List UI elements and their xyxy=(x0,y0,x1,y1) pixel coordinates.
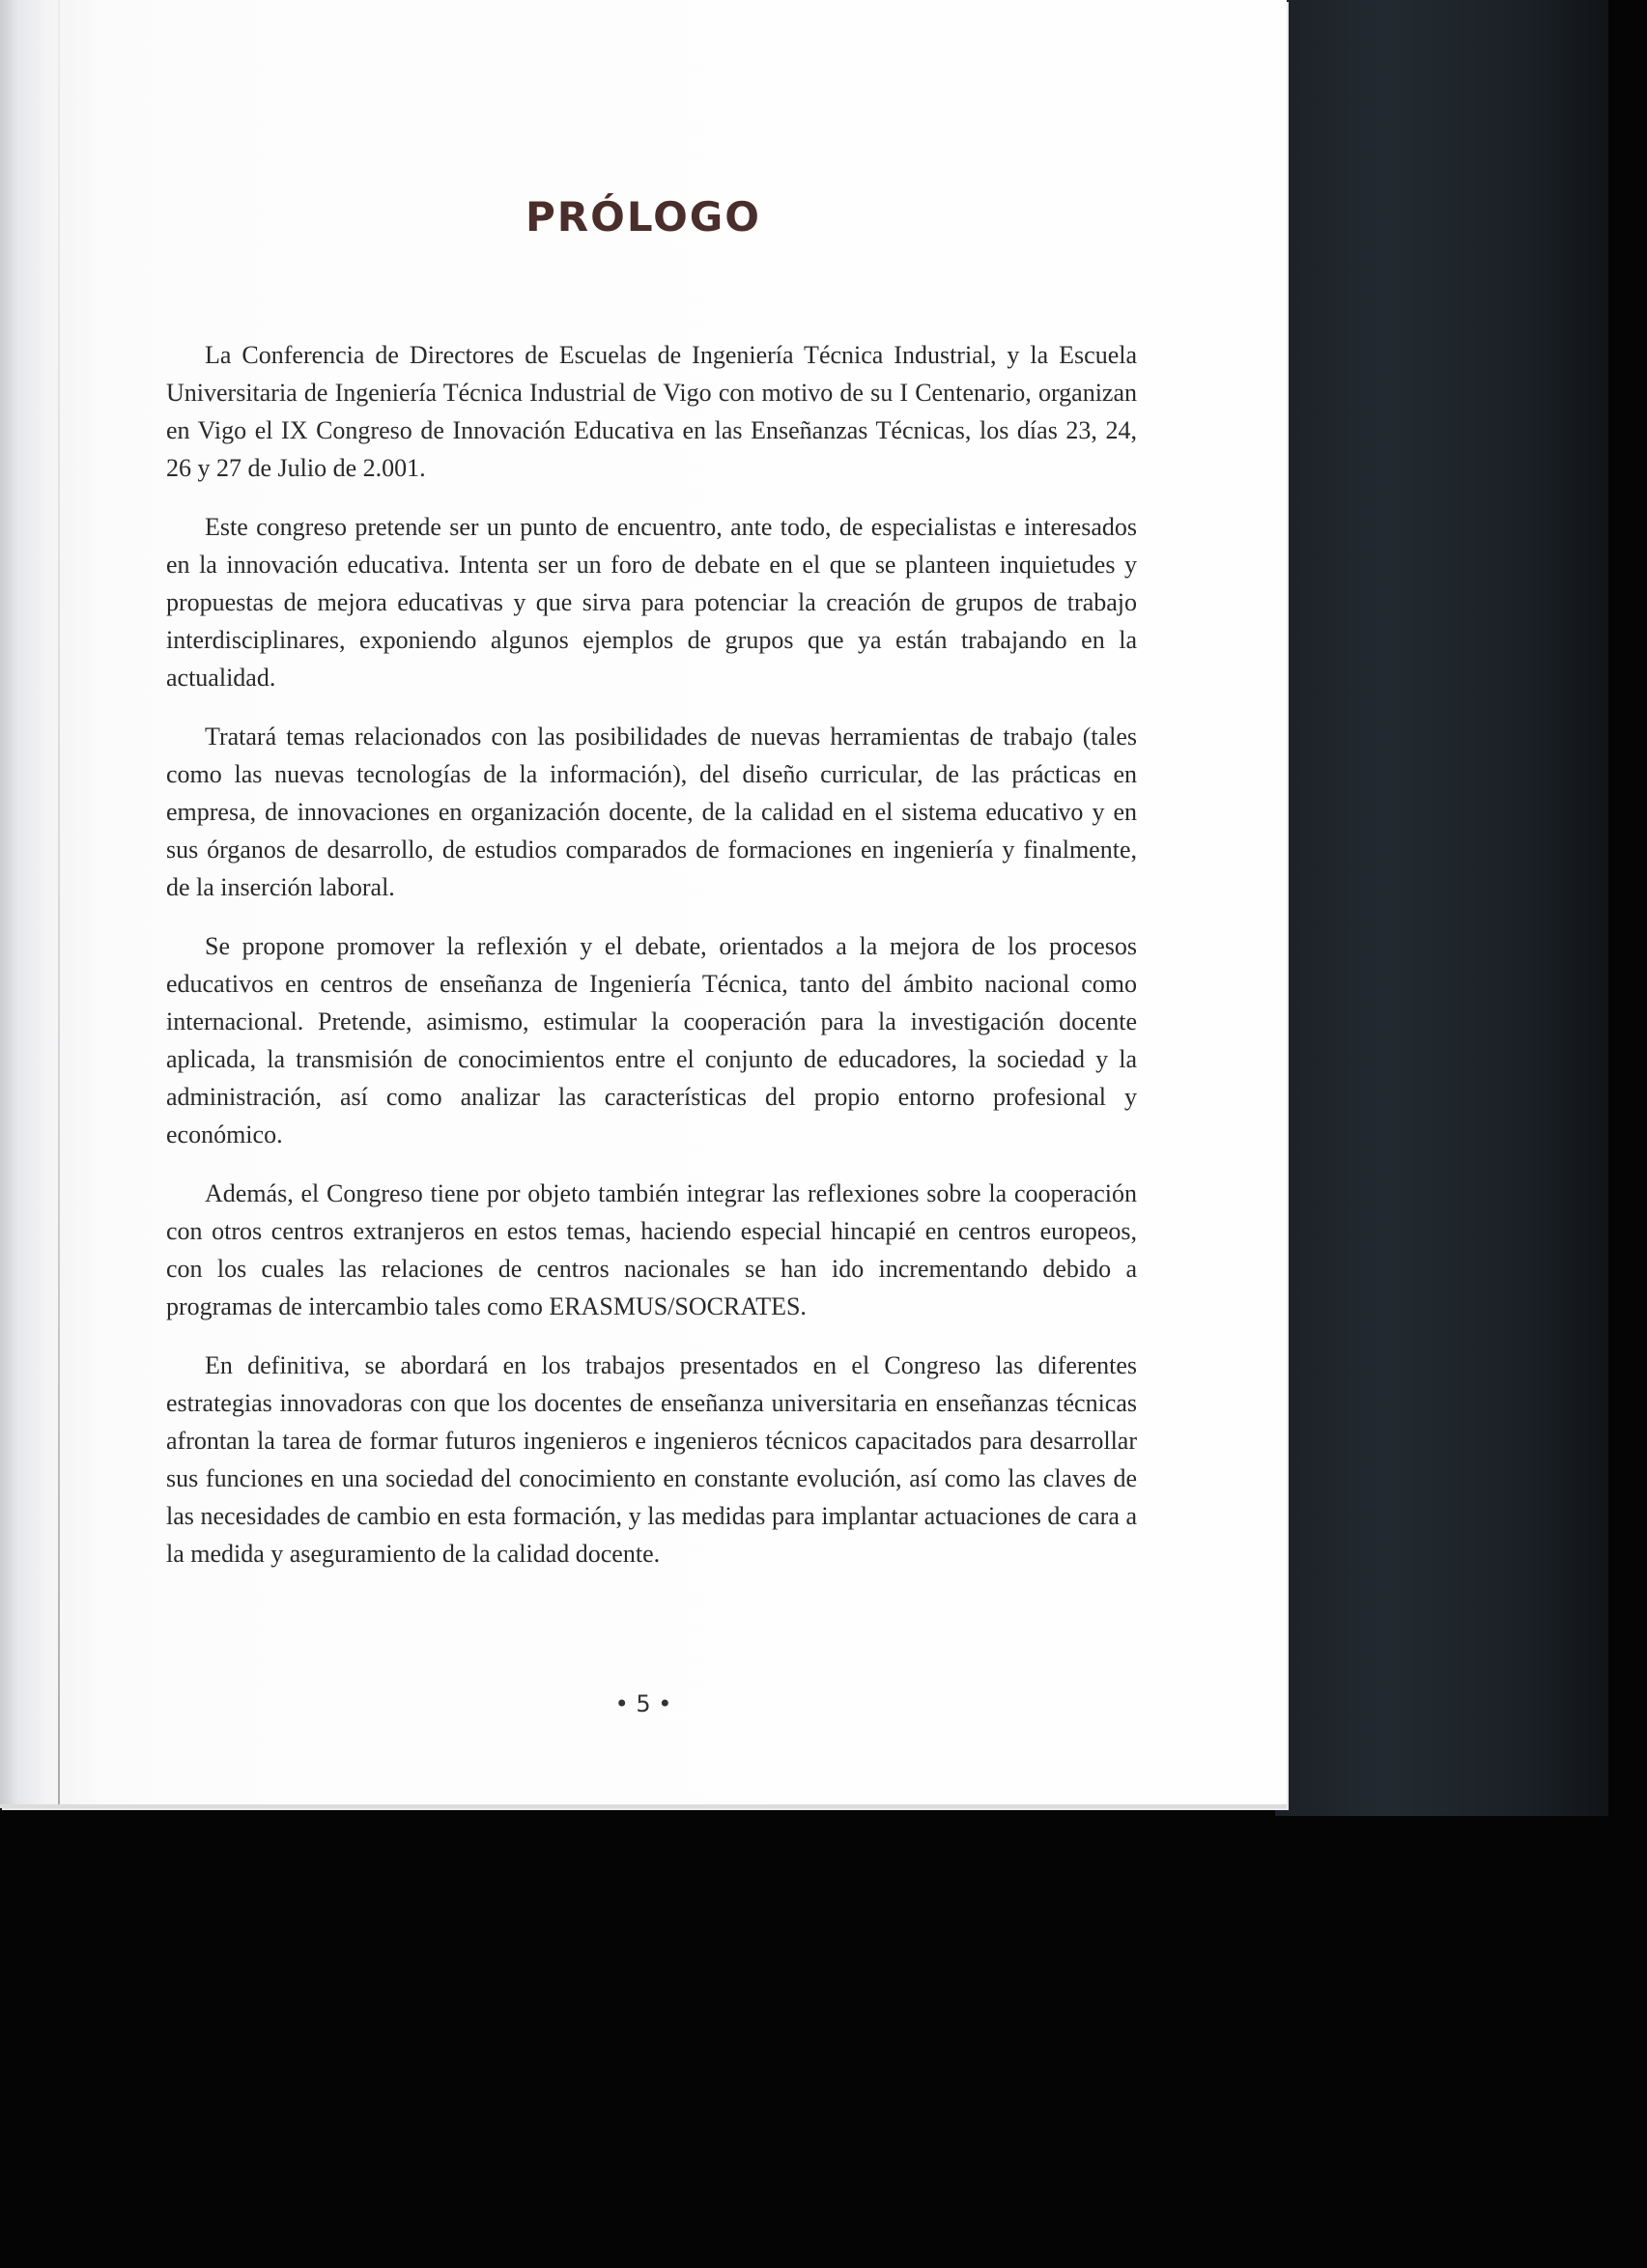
paragraph: Además, el Congreso tiene por objeto también integrar las reflexiones sobre la cooperación con otros centros extranjeros en estos temas, haciendo especial hincapié en centros europeos, con los cuales las relaciones de centros nacionales se han ido incrementando debido a programas de intercambio tales como ERASMUS/SOCRATES. xyxy=(166,1179,1137,1320)
scanner-background xyxy=(1275,0,1647,1816)
page-title: PRÓLOGO xyxy=(525,193,761,241)
page-edge xyxy=(0,1804,1287,1808)
book-gutter-shadow xyxy=(58,0,60,1808)
paragraph: Tratará temas relacionados con las posibilidades de nuevas herramientas de trabajo (tales como las nuevas tecnologías de la información), del diseño curricular, de las prácticas en empresa, de innovaciones en organización docente, de la calidad en el sistema educativo y en sus órganos de desarrollo, de estudios comparados de formaciones en ingeniería y finalmente, de la inserción laboral. xyxy=(166,723,1137,901)
paragraph: En definitiva, se abordará en los trabajos presentados en el Congreso las diferentes estrategias innovadoras con que los docentes de enseñanza universitaria en enseñanzas técnicas afrontan la tarea de formar futuros ingenieros e ingenieros técnicos capacitados para desarrollar sus funciones en una sociedad del conocimiento en constante evolución, así como las claves de las necesidades de cambio en esta formación, y las medidas para implantar actuaciones de cara a la medida y aseguramiento de la calidad docente. xyxy=(166,1351,1137,1568)
body-text xyxy=(166,336,1137,1594)
paragraph: Se propone promover la reflexión y el debate, orientados a la mejora de los procesos educativos en centros de enseñanza de Ingeniería Técnica, tanto del ámbito nacional como internacional. Pretende, asimismo, estimular la cooperación para la investigación docente aplicada, la transmisión de conocimientos entre el conjunto de educadores, la sociedad y la administración, así como analizar las características del propio entorno profesional y económico. xyxy=(166,932,1137,1148)
paragraph: Este congreso pretende ser un punto de encuentro, ante todo, de especialistas e interesados en la innovación educativa. Intenta ser un foro de debate en el que se planteen inquietudes y propuestas de mejora educativas y que sirva para potenciar la creación de grupos de trabajo interdisciplinares, exponiendo algunos ejemplos de grupos que ya están trabajando en la actualidad. xyxy=(166,513,1137,692)
page-number: • 5 • xyxy=(614,1690,672,1717)
paragraph: La Conferencia de Directores de Escuelas de Ingeniería Técnica Industrial, y la Escuela Universitaria de Ingeniería Técnica Industrial de Vigo con motivo de su I Centenario, organizan en Vigo el IX Congreso de Innovación Educativa en las Enseñanzas Técnicas, los días 23, 24, 26 y 27 de Julio de 2.001. xyxy=(166,341,1137,482)
